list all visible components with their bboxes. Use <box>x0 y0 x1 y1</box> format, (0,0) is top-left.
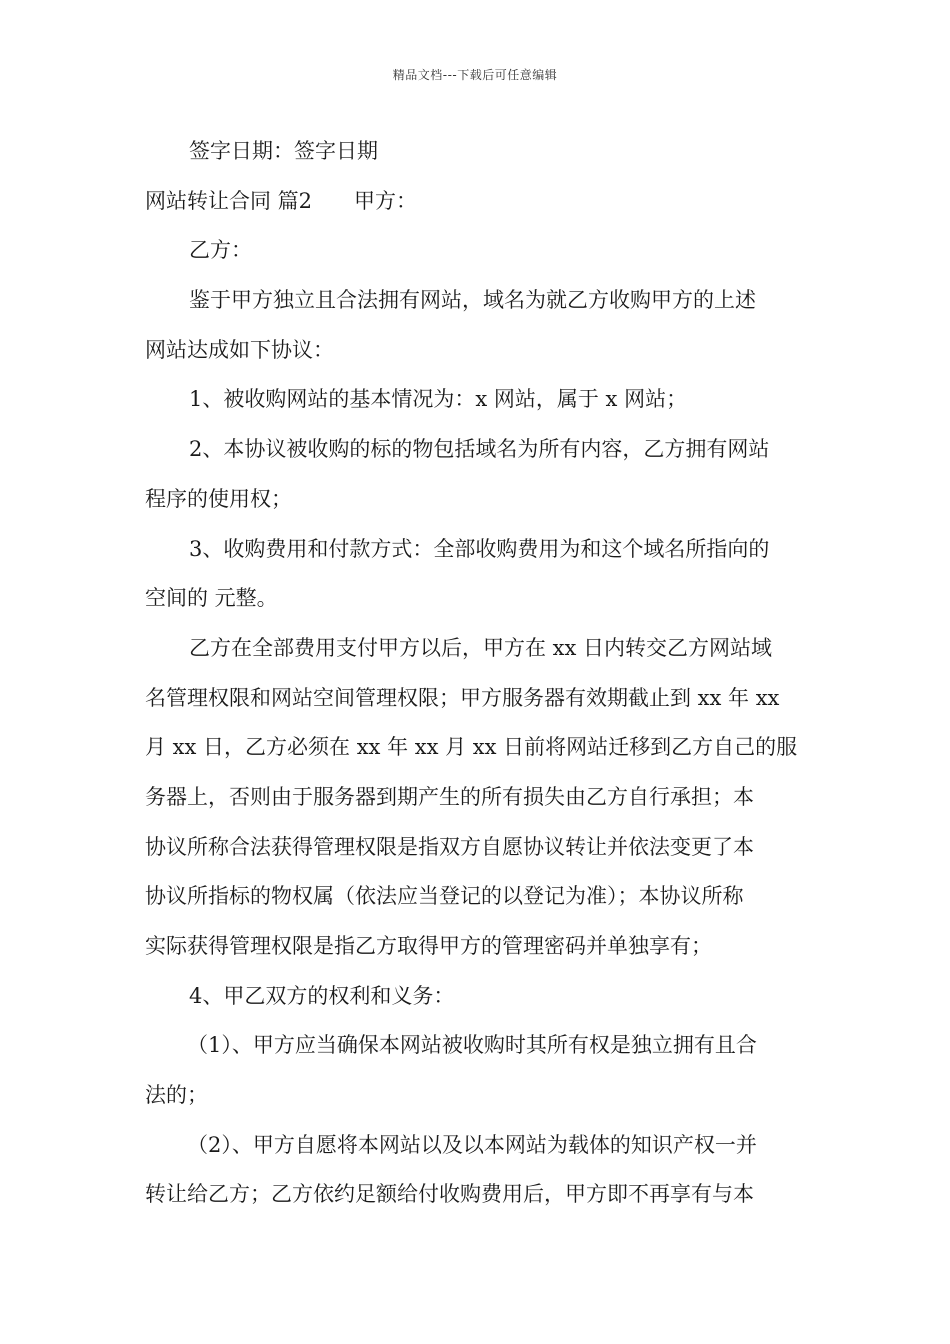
text-line: 乙方在全部费用支付甲方以后，甲方在 xx 日内转交乙方网站域 <box>189 635 773 660</box>
page-header: 精品文档---下载后可任意编辑 <box>392 68 558 82</box>
text-line: 法的； <box>145 1083 208 1108</box>
text-line: 鉴于甲方独立且合法拥有网站，域名为就乙方收购甲方的上述 <box>189 288 756 313</box>
text-line: （1）、甲方应当确保本网站被收购时其所有权是独立拥有且合 <box>187 1033 757 1058</box>
text-line: 2、本协议被收购的标的物包括域名为所有内容，乙方拥有网站 <box>189 437 770 462</box>
text-line: （2）、甲方自愿将本网站以及以本网站为载体的知识产权一并 <box>187 1132 757 1157</box>
section-title-line <box>145 183 810 233</box>
text-line: 网站达成如下协议： <box>145 337 334 362</box>
text-line: 程序的使用权； <box>145 486 292 511</box>
text-line: 务器上，否则由于服务器到期产生的所有损失由乙方自行承担；本 <box>145 784 754 809</box>
text-line: 1、被收购网站的基本情况为：x 网站，属于 x 网站； <box>189 387 688 412</box>
text-line: 空间的 元整。 <box>145 586 278 611</box>
party-a-label: 甲方： <box>354 188 418 213</box>
text-line: 乙方： <box>189 238 252 263</box>
text-line: 协议所指标的物权属（依法应当登记的以登记为准）；本协议所称 <box>145 884 744 909</box>
text-line: 转让给乙方；乙方依约足额给付收购费用后，甲方即不再享有与本 <box>145 1182 754 1207</box>
text-line: 4、甲乙双方的权利和义务： <box>189 983 455 1008</box>
section-title: 网站转让合同 篇2 <box>145 188 313 213</box>
document-body <box>145 133 810 1226</box>
text-line: 协议所称合法获得管理权限是指双方自愿协议转让并依法变更了本 <box>145 834 754 859</box>
text-line: 3、收购费用和付款方式：全部收购费用为和这个域名所指向的 <box>189 536 770 561</box>
text-line: 名管理权限和网站空间管理权限；甲方服务器有效期截止到 xx 年 xx <box>145 685 780 710</box>
text-line: 实际获得管理权限是指乙方取得甲方的管理密码并单独享有； <box>145 934 712 958</box>
text-line: 签字日期：签字日期 <box>189 139 378 163</box>
text-line: 月 xx 日，乙方必须在 xx 年 xx 月 xx 日前将网站迁移到乙方自己的服 <box>145 735 798 760</box>
